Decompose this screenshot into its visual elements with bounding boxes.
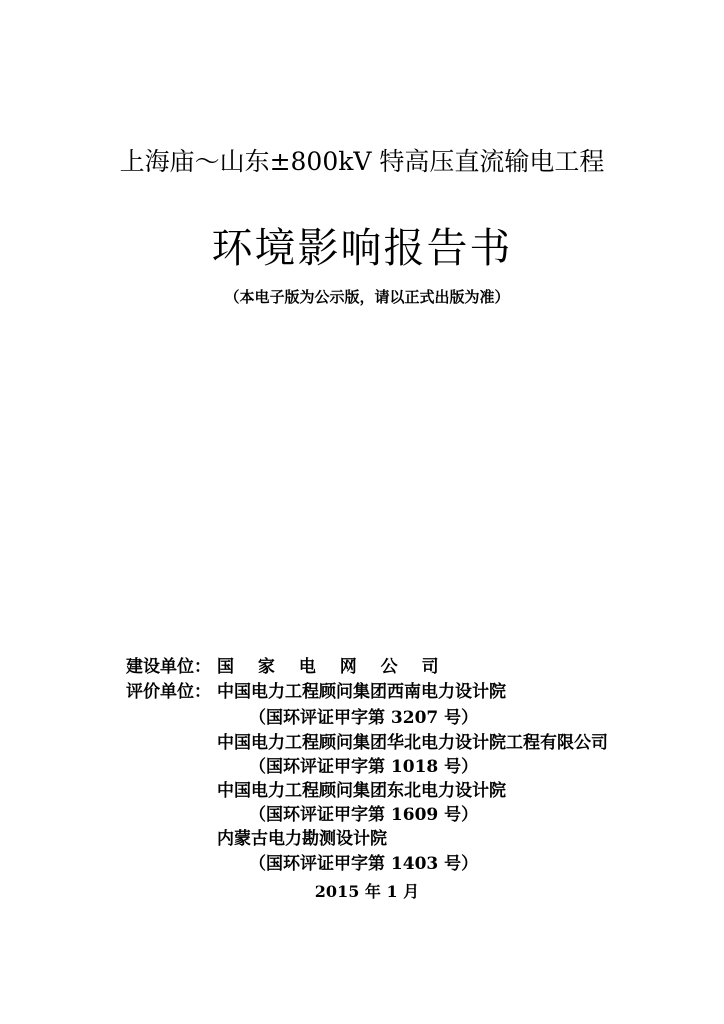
assessor-organization: 中国电力工程顾问集团华北电力设计院工程有限公司 — [217, 733, 608, 753]
assessor-certificate: （国环评证甲字第 3207 号） — [249, 708, 479, 728]
assessor-organization: 内蒙古电力勘测设计院 — [217, 829, 387, 849]
assessor-certificate: （国环评证甲字第 1609 号） — [249, 805, 479, 825]
project-title: 上海庙～山东±800kV 特高压直流输电工程 — [119, 147, 605, 176]
assessor-certificate: （国环评证甲字第 1018 号） — [249, 757, 479, 777]
assessor-label: 评价单位： — [126, 682, 211, 702]
assessor-organization: 中国电力工程顾问集团西南电力设计院 — [217, 682, 506, 702]
public-version-note: （本电子版为公示版，请以正式出版为准） — [224, 288, 510, 306]
report-date: 2015 年 1 月 — [314, 882, 420, 901]
builder-label: 建设单位： — [126, 657, 211, 677]
builder-value: 国 家 电 网 公 司 — [217, 657, 448, 677]
assessor-certificate: （国环评证甲字第 1403 号） — [249, 854, 479, 874]
assessor-organization: 中国电力工程顾问集团东北电力设计院 — [217, 781, 506, 801]
document-title: 环境影响报告书 — [211, 224, 513, 272]
